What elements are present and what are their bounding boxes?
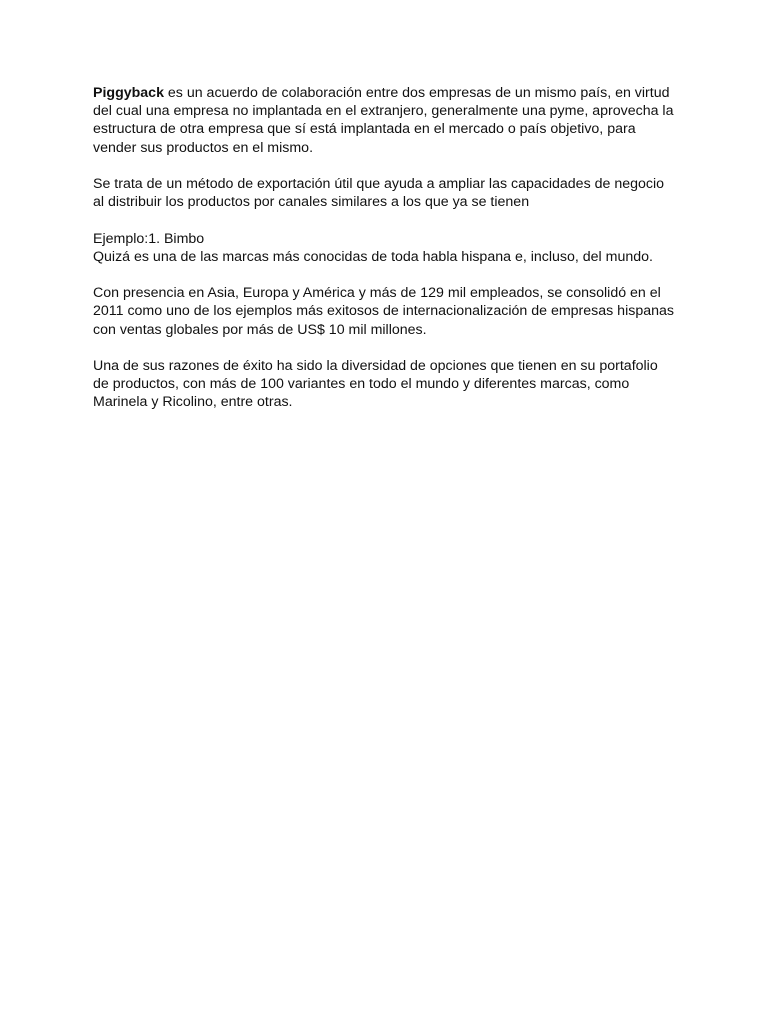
paragraph-bimbo-success: Una de sus razones de éxito ha sido la diversidad de opciones que tienen en su portafolio de productos, con más de 100 variantes en todo el mundo y diferentes marcas, como Marinela y Ricolino, entre otras.	[93, 357, 658, 411]
example-heading: Ejemplo:1. Bimbo	[93, 230, 205, 247]
term-piggyback: Piggyback	[93, 85, 164, 101]
paragraph-definition	[93, 84, 693, 157]
document-body	[93, 84, 693, 430]
paragraph-bimbo-presence: Con presencia en Asia, Europa y América y más de 129 mil empleados, se consolidó en el 2011 como uno de los ejemplos más exitosos de internacionalización de empresas hispanas con ventas globales por más de US$ 10 mil millones.	[93, 285, 674, 338]
paragraph-bimbo-intro: Quizá es una de las marcas más conocidas de toda habla hispana e, incluso, del mundo.	[93, 248, 653, 265]
paragraph-export-method: Se trata de un método de exportación útil que ayuda a ampliar las capacidades de negocio al distribuir los productos por canales similares a los que ya se tienen	[93, 176, 665, 211]
definition-text: es un acuerdo de colaboración entre dos empresas de un mismo país, en virtud del cual una empresa no implantada en el extranjero, generalmente una pyme, aprovecha la estructura de otra empresa que sí está implantada en el mercado o país objetivo, para vender sus productos en el mismo.	[93, 85, 674, 156]
